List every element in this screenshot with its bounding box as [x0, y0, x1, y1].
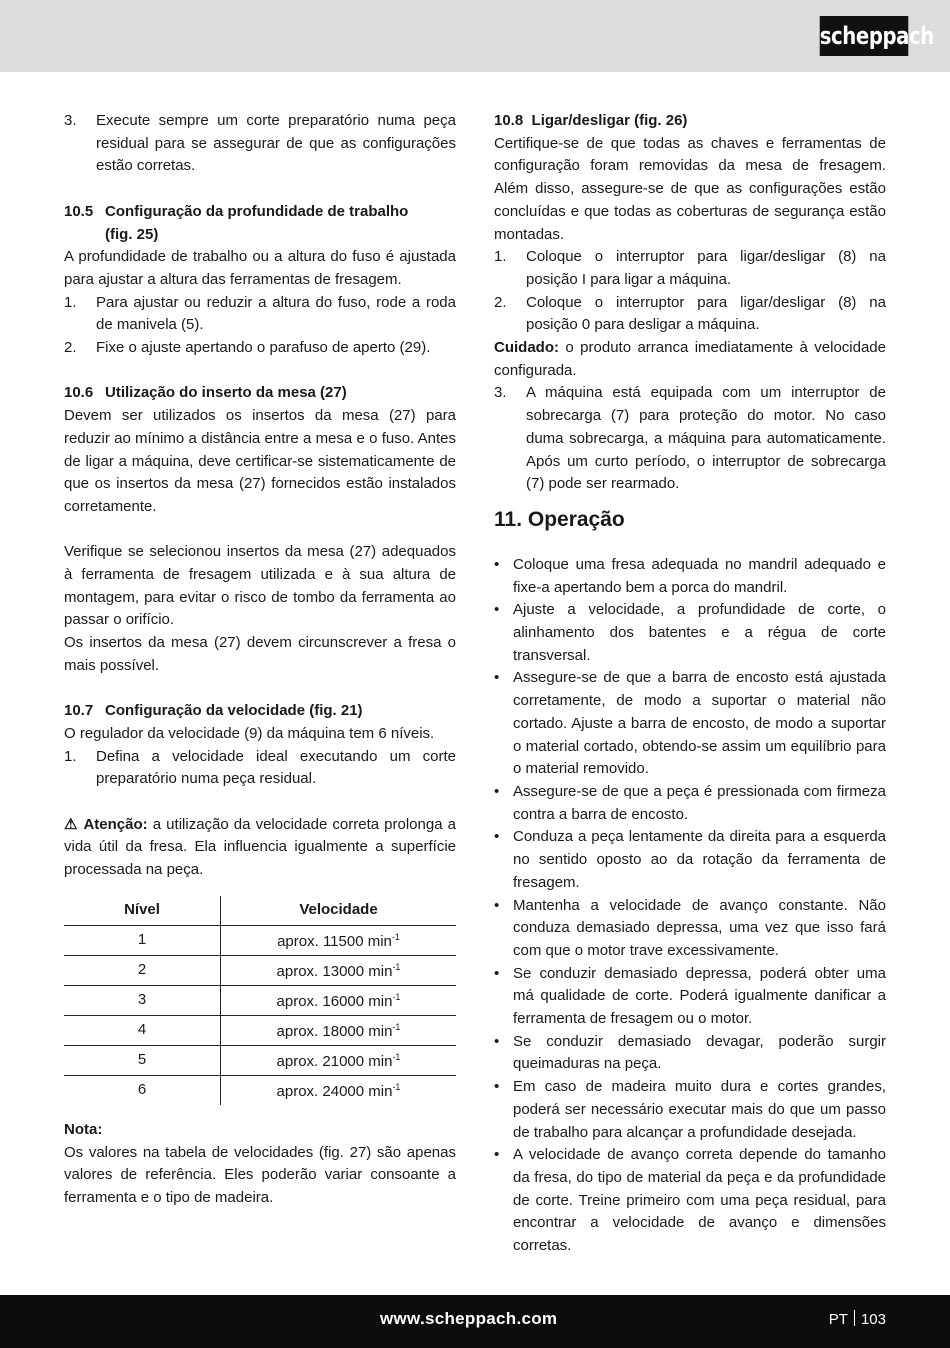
list-number: 3. [64, 112, 77, 129]
page-footer [0, 1295, 950, 1348]
list-item: • Em caso de madeira muito dura e cortes grandes, poderá ser necessário executar mais do que um passo de trabalho para alcançar a profundidade desejada. [494, 1078, 886, 1141]
list-item: • Conduza a peça lentamente da direita para a esquerda no sentido oposto ao da rotação da ferramenta de fresagem. [494, 828, 886, 891]
table-row [64, 1045, 456, 1075]
paragraph: Certifique-se de que todas as chaves e ferramentas de configuração foram removidas da mesa de fresagem. Além disso, assegure-se de que as configurações estão concluídas e que todas as coberturas de segurança estão montadas. [494, 134, 886, 243]
list-item: • Assegure-se de que a barra de encosto está ajustada corretamente, de modo a suportar o material não cortado. Ajuste a barra de encosto, de modo a suportar o material cortado, obtendo-se assim um equilíbrio para o material removido. [494, 669, 886, 778]
paragraph: Os insertos da mesa (27) devem circunscrever a fresa o mais possível. [64, 634, 456, 674]
section-heading-10-6: 10.6 Utilização do inserto da mesa (27) [64, 384, 347, 402]
warning-paragraph [64, 814, 456, 882]
speed-cell: aprox. 24000 $\min^{-1}$ [276, 1082, 401, 1101]
speed-table [64, 896, 456, 1105]
level-cell: 1 [64, 925, 221, 955]
website-link[interactable]: www.scheppach.com [380, 1309, 558, 1328]
caution-label: Cuidado: [494, 339, 559, 357]
note-label: Nota: [64, 1120, 103, 1138]
speed-cell: aprox. 21000 $\min^{-1}$ [221, 1045, 457, 1075]
note-text: Os valores na tabela de velocidades (fig. 27) são apenas valores de referência. Eles poderão variar consoante a ferramenta e o tipo de madeira. [64, 1143, 456, 1206]
list-item: 2. Coloque o interruptor para ligar/desligar (8) na posição 0 para desligar a máquina. [494, 293, 886, 334]
left-column [64, 110, 456, 1210]
list-item: 3. A máquina está equipada com um interruptor de sobrecarga (7) para proteção do motor. No caso duma sobrecarga, a máquina para automaticamente. Após um curto período, o interruptor de sobrecarga (7) pode ser rearmado. [494, 384, 886, 493]
speed-cell: aprox. 11500 $\min^{-1}$ [221, 925, 457, 955]
paragraph: Devem ser utilizados os insertos da mesa (27) para reduzir ao mínimo a distância entre a mesa e o fuso. Antes de ligar a máquina, deve certificar-se sistematicamente de que os insertos da mesa (27) fornecidos estão instalados corretamente. [64, 407, 456, 515]
list-item: • Se conduzir demasiado depressa, poderá obter uma má qualidade de corte. Poderá igualmente danificar a ferramenta de fresagem ou o motor. [494, 964, 886, 1028]
list-item: 2. Fixe o ajuste apertando o parafuso de aperto (29). [64, 339, 431, 357]
list-item [64, 110, 456, 178]
speed-cell: aprox. 13000 $\min^{-1}$ [221, 955, 457, 985]
table-row [64, 1075, 456, 1105]
table-row [64, 1015, 456, 1045]
table-header-row [64, 896, 456, 926]
caution-paragraph: Cuidado: o produto arranca imediatamente à velocidade configurada. [494, 339, 886, 379]
list-item: 1. Para ajustar ou reduzir a altura do fuso, rode a roda de manivela (5). [64, 293, 456, 334]
page-header [0, 0, 950, 72]
warning-icon: ⚠ [64, 815, 79, 833]
level-cell: 5 [64, 1045, 221, 1075]
section-heading-10-5: 10.5 Configuração da profundidade de trabalho [64, 202, 409, 220]
section-heading-10-7: 10.7 Configuração da velocidade (fig. 21) [64, 702, 363, 720]
list-item: 1. Coloque o interruptor para ligar/desligar (8) na posição I para ligar a máquina. [494, 248, 886, 288]
table-header-cell: Velocidade [221, 896, 457, 926]
paragraph: O regulador da velocidade (9) da máquina tem 6 níveis. [64, 724, 435, 742]
list-item: 1. Defina a velocidade ideal executando um corte preparatório numa peça residual. [64, 747, 456, 788]
table-row [64, 955, 456, 985]
level-cell: 6 [64, 1075, 221, 1105]
section-heading-10-8: 10.8 Ligar/desligar (fig. 26) [494, 112, 688, 129]
warning-label: Atenção: [83, 815, 148, 833]
scheppach-logo: scheppach [820, 16, 909, 56]
table-header-cell: Nível [64, 896, 221, 926]
paragraph: Verifique se selecionou insertos da mesa (27) adequados à ferramenta de fresagem utilizada e à sua altura de montagem, para evitar o risco de tombo da ferramenta ao passar o orifício. [64, 543, 456, 629]
list-item: • Se conduzir demasiado devagar, poderão surgir queimaduras na peça. [494, 1032, 886, 1073]
table-row [64, 985, 456, 1015]
right-column [494, 110, 886, 1258]
list-item: • A velocidade de avanço correta depende do tamanho da fresa, do tipo de material da peça e da profundidade de corte. Treine primeiro com uma peça residual, para encontrar a velocidade de avanço e dimensões corretas. [494, 1146, 886, 1255]
list-item: • Coloque uma fresa adequada no mandril adequado e fixe-a apertando bem a porca do mandril. [494, 555, 886, 596]
table-row [64, 925, 456, 955]
speed-cell: aprox. 16000 $\min^{-1}$ [221, 985, 457, 1015]
level-cell: 4 [64, 1015, 221, 1045]
paragraph: A profundidade de trabalho ou a altura do fuso é ajustada para ajustar a altura das ferramentas de fresagem. [64, 248, 456, 288]
section-heading-11: 11. Operação [494, 507, 625, 531]
list-item: • Mantenha a velocidade de avanço constante. Não conduza demasiado depressa, uma vez que isso fará com que o motor trave excessivamente. [494, 896, 886, 959]
list-item: • Ajuste a velocidade, a profundidade de corte, o alinhamento dos batentes e a régua de corte transversal. [494, 601, 886, 664]
warning-text: a utilização da velocidade correta prolonga a vida útil da fresa. Ela influencia igualmente a superfície processada na peça. [64, 815, 456, 879]
speed-cell: aprox. 18000 $\min^{-1}$ [221, 1015, 457, 1045]
list-item: • Assegure-se de que a peça é pressionada com firmeza contra a barra de encosto. [494, 782, 886, 823]
page-number: PT 103 [828, 1311, 886, 1328]
level-cell: 2 [64, 955, 221, 985]
section-heading-10-5-cont: (fig. 25) [105, 225, 159, 243]
list-text: Execute sempre um corte preparatório numa peça residual para se assegurar de que as configurações estão corretas. [96, 112, 456, 175]
level-cell: 3 [64, 985, 221, 1015]
